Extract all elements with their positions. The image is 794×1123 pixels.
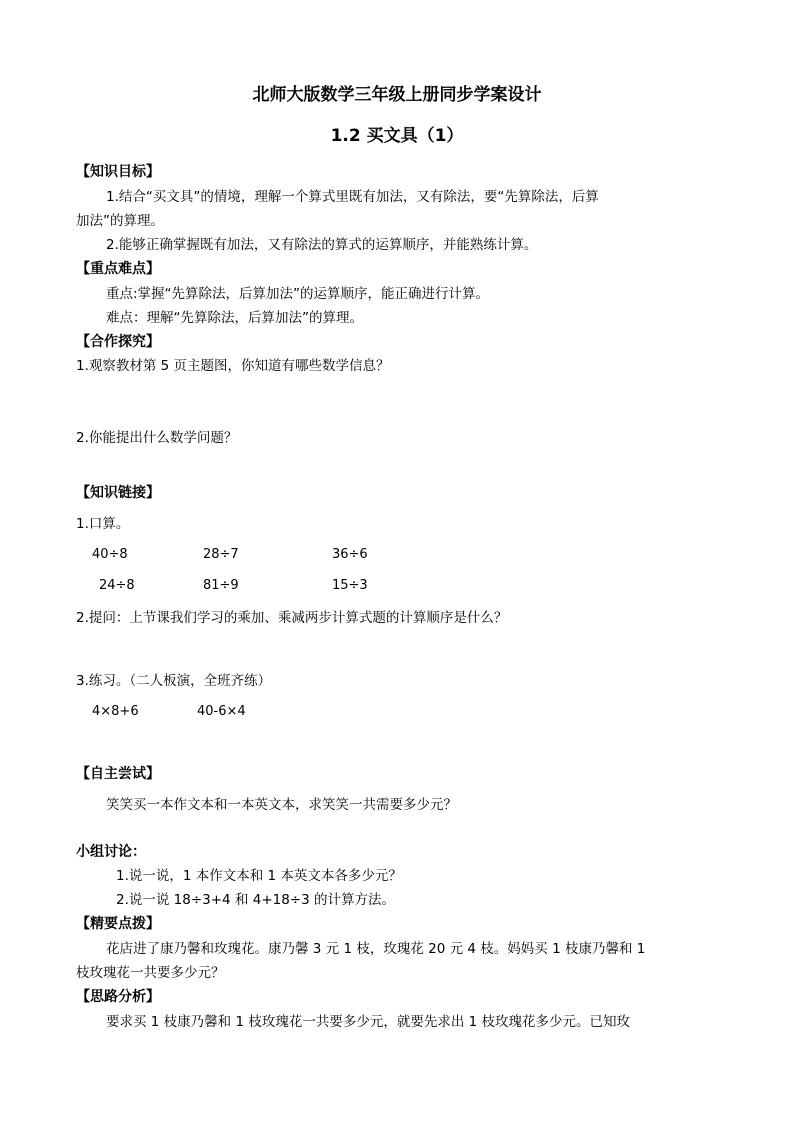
explore-heading: 【合作探究】: [76, 334, 160, 350]
explore-question-1: 1.观察教材第 5 页主题图，你知道有哪些数学信息？: [76, 358, 390, 374]
oral-calc-2-1: 24÷8: [99, 578, 135, 593]
document-title: 北师大版数学三年级上册同步学案设计: [252, 85, 542, 105]
link-question-1: 1.口算。: [76, 516, 130, 532]
oral-calc-1-2: 28÷7: [203, 547, 239, 562]
oral-calc-2-2: 81÷9: [203, 578, 239, 593]
example-text-line-2: 枝玫瑰花一共要多少元？: [76, 965, 225, 981]
exercise-2: 40-6×4: [197, 704, 246, 719]
example-heading: 【精要点拨】: [76, 916, 160, 932]
objective-item-1-line-1: 1.结合“买文具”的情境，理解一个算式里既有加法，又有除法，要“先算除法，后算: [106, 189, 599, 205]
try-text: 笑笑买一本作文本和一本英文本，求笑笑一共需要多少元？: [106, 797, 457, 813]
try-heading: 【自主尝试】: [76, 766, 160, 782]
objective-item-1-line-2: 加法”的算理。: [76, 213, 164, 229]
oral-calc-2-3: 15÷3: [332, 578, 368, 593]
discuss-heading: 小组讨论：: [76, 844, 146, 860]
link-heading: 【知识链接】: [76, 485, 160, 501]
objective-item-2: 2.能够正确掌握既有加法，又有除法的算式的运算顺序，并能熟练计算。: [106, 237, 538, 253]
explore-question-2: 2.你能提出什么数学问题？: [76, 430, 238, 446]
link-question-3: 3.练习。（二人板演，全班齐练）: [76, 673, 272, 689]
exercise-1: 4×8+6: [92, 704, 139, 719]
analysis-text: 要求买 1 枝康乃馨和 1 枝玫瑰花一共要多少元，就要先求出 1 枝玫瑰花多少元。已知玫: [106, 1014, 631, 1030]
analysis-heading: 【思路分析】: [76, 989, 160, 1005]
key-points-heading: 【重点难点】: [76, 261, 160, 277]
document-subtitle: 1.2 买文具（1）: [330, 126, 464, 146]
difficulty-text: 难点：理解“先算除法，后算加法”的算理。: [106, 310, 363, 326]
discuss-item-2: 2.说一说 18÷3+4 和 4+18÷3 的计算方法。: [116, 892, 396, 908]
oral-calc-1-3: 36÷6: [332, 547, 368, 562]
discuss-item-1: 1.说一说，1 本作文本和 1 本英文本各多少元？: [116, 868, 402, 884]
oral-calc-1-1: 40÷8: [92, 547, 128, 562]
example-text-line-1: 花店进了康乃馨和玫瑰花。康乃馨 3 元 1 枝，玫瑰花 20 元 4 枝。妈妈买 1 枝康乃馨和 1: [106, 941, 646, 957]
objectives-heading: 【知识目标】: [76, 164, 160, 180]
key-point-text: 重点:掌握“先算除法，后算加法”的运算顺序，能正确进行计算。: [106, 286, 490, 302]
link-question-2: 2.提问：上节课我们学习的乘加、乘减两步计算式题的计算顺序是什么？: [76, 610, 508, 626]
